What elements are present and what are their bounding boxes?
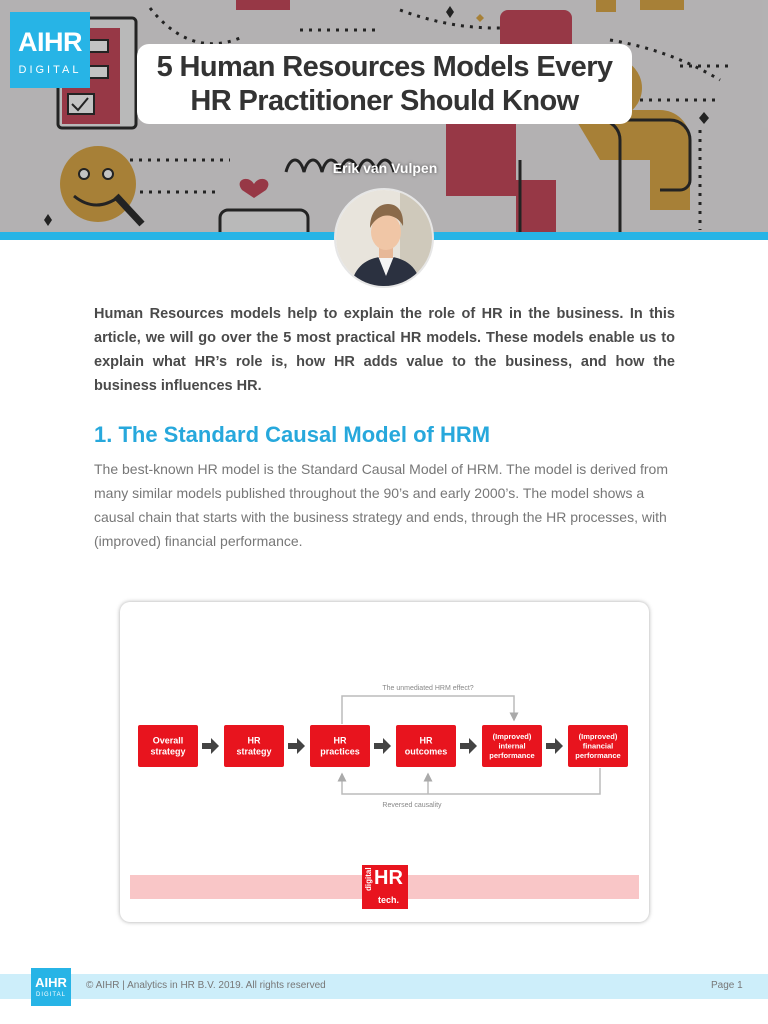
footer-logo-main: AIHR [35, 975, 67, 990]
author-avatar [334, 188, 434, 288]
section-body: The best-known HR model is the Standard Causal Model of HRM. The model is derived from many similar models published throughout the 90’s and early 2000’s. The model shows a causal chain that starts with the business strategy and ends, through the HR processes, with (improved) financial performance. [94, 461, 668, 549]
flow-arrow-5 [546, 738, 563, 754]
copyright-text: © AIHR | Analytics in HR B.V. 2019. All rights reserved [86, 980, 326, 991]
unmediated-effect-label: The unmediated HRM effect? [382, 685, 474, 692]
model-box-4-label: outcomes [404, 746, 448, 757]
logo-hr-text: HR [374, 867, 403, 889]
aihr-logo[interactable] [10, 12, 90, 88]
logo-sub-text: DIGITAL [18, 64, 82, 76]
model-box-3-label: practices [320, 746, 360, 757]
logo-main-text: AIHR [18, 27, 82, 57]
model-box-5-label: internal [498, 741, 526, 751]
model-box-6-label: financial [582, 741, 614, 751]
model-box-6-label: performance [575, 751, 621, 760]
unmediated-effect-line [342, 696, 514, 724]
model-box-5-label: performance [489, 751, 535, 760]
footer-logo[interactable] [31, 968, 71, 1006]
model-box-5-label: (Improved) [492, 732, 532, 741]
page-number: Page 1 [711, 980, 743, 991]
intro-paragraph: Human Resources models help to explain the role of HR in the business. In this article, we will go over the 5 most practical HR models. These models enable us to explain what HR’s role is, how HR adds value to the business, and how the business influences HR. [94, 306, 675, 394]
model-box-3-label: HR [333, 735, 347, 746]
logo-digital-text: digital [364, 867, 373, 891]
author-name: Erik van Vulpen [332, 160, 438, 176]
model-box-1-label: strategy [150, 746, 186, 757]
model-box-2-label: HR [247, 735, 261, 746]
flow-arrow-4 [460, 738, 477, 754]
digital-hr-tech-logo [362, 865, 408, 909]
model-box-4-label: HR [419, 735, 433, 746]
logo-tech-text: tech. [378, 895, 400, 905]
flow-arrow-1 [202, 738, 219, 754]
model-box-2-label: strategy [236, 746, 272, 757]
flow-arrow-2 [288, 738, 305, 754]
causal-model-figure [120, 602, 649, 922]
footer-logo-sub: DIGITAL [36, 992, 66, 998]
reversed-causality-label: Reversed causality [382, 802, 442, 809]
flow-arrow-3 [374, 738, 391, 754]
model-boxes [138, 725, 628, 767]
section-heading: 1. The Standard Causal Model of HRM [94, 422, 491, 447]
model-box-1-label: Overall [152, 735, 184, 746]
model-box-6-label: (Improved) [578, 732, 618, 741]
title-box [137, 44, 632, 124]
reversed-causality-line [342, 768, 600, 794]
avatar-portrait [336, 190, 434, 288]
page-title-line-1: 5 Human Resources Models Every [156, 51, 613, 83]
page-title-line-2: HR Practitioner Should Know [190, 85, 579, 117]
